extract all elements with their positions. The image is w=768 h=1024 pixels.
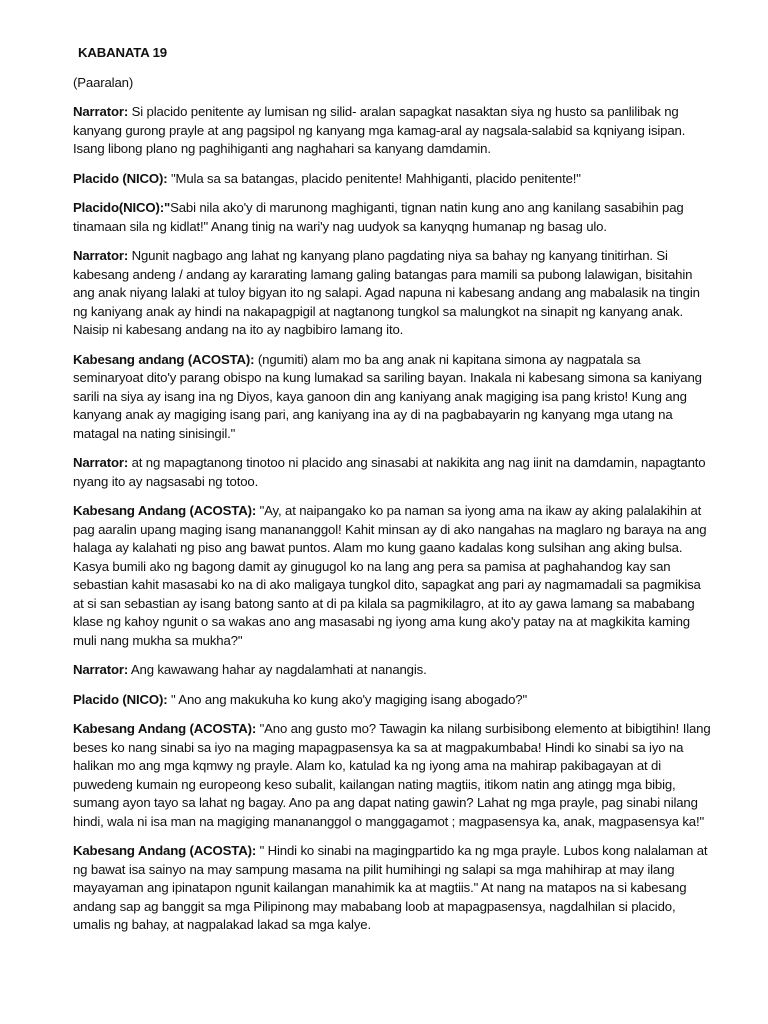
dialogue-text: at ng mapagtanong tinotoo ni placido ang sinasabi at nakikita ang nag iinit na damdamin, napagtanto nyang ito ay nagsasabi ng totoo. <box>73 455 706 489</box>
speaker-label: Kabesang Andang (ACOSTA): <box>73 721 257 736</box>
dialogue-text: (ngumiti) alam mo ba ang anak ni kapitana simona ay nagpatala sa seminaryoat dito'y parang obispo na kung lumakad sa sariling bayan. Inakala ni kabesang simona sa kaniyang sarili na siya ay isang ina ng Diyos, kaya ganoon din ang kaniyang anak magiging isa pang kristo! Kung ang kanyang anak ay magiging isang pari, ang kaniyang ina ay di na pagbabayarin ng kanyang mga utang na matagal na nating sinisingil." <box>73 351 702 441</box>
dialogue-text: "Mula sa sa batangas, placido penitente! Mahhiganti, placido penitente!" <box>167 170 581 186</box>
script-paragraph <box>73 103 713 159</box>
dialogue-text: "Ay, at naipangako ko pa naman sa iyong ama na ikaw ay aking palalakihin at pag aaralin upang maging isang manananggol! Kahit minsan ay di ako nangahas na maglaro ng baraya na ang halaga ay kalahati ng piso ang bawat puntos. Alam mo kung gaano kadalas kong sulsihan ang aking bulsa. Kasya bumili ako ng bagong damit ay ginugugol ko na lang ang pera sa pamisa at paghahandog kay san sebastian kahit masasabi ko na di ako maligaya tungkol dito, sapagkat ang pari ay nagmamadali sa pagmikisa at si san sebastian ay isang batong santo at di pa kilala sa pagmikilagro, at ito ay gawa lamang sa mababang klase ng kahoy ngunit o sa wakas ano ang masasabi ng iyong ama kung ako'y patay na at magkikita kaming muli nang mukha sa mukha?" <box>73 503 707 648</box>
speaker-label: Kabesang andang (ACOSTA): <box>73 351 255 367</box>
speaker-label: Kabesang Andang (ACOSTA): <box>73 503 257 518</box>
dialogue-text: "Ano ang gusto mo? Tawagin ka nilang surbisibong elemento at bibigtihin! Ilang beses ko nang sinabi sa iyo na maging mapagpasensya ka sa at magpakumbaba! Hindi ko sinabi sa iyo na halikan mo ang mga kqmwy ng prayle. Alam ko, katulad ka ng iyong ama na mahirap pakibagayan at di puwedeng kumain ng europeong keso subalit, kailangan nating magtiis, itikom natin ang atingg mga bibig, sumang ayon tayo sa lahat ng bagay. Ano pa ang dapat nating gawin? Lahat ng mga prayle, pag sinabi nilang hindi, wala ni isa man na magiging manananggol o manggagamot ; magpasensya ka, anak, magpasensya ka!" <box>73 721 711 829</box>
script-paragraph <box>73 691 713 710</box>
script-paragraph <box>73 661 713 680</box>
script-paragraph <box>73 502 713 650</box>
speaker-label: Placido(NICO):" <box>73 200 171 215</box>
speaker-label: Placido (NICO): <box>73 170 168 186</box>
speaker-label: Narrator: <box>73 455 129 470</box>
script-paragraph <box>73 170 713 189</box>
scene-heading: (Paaralan) <box>73 74 134 90</box>
dialogue-text: " Ano ang makukuha ko kung ako'y magiging isang abogado?" <box>167 691 527 707</box>
script-paragraph <box>73 199 713 236</box>
script-paragraph <box>73 842 713 935</box>
speaker-label: Narrator: <box>73 104 129 119</box>
dialogue-text: Si placido penitente ay lumisan ng silid- aralan sapagkat nasaktan siya ng husto sa panlilibak ng kanyang gurong prayle at ang pagsipol ng kanyang mga kamag-aral ay nagsala-salabid sa kqniyang isipan. Isang libong plano ng paghihiganti ang naghahari sa kanyang damdamin. <box>73 104 686 156</box>
script-paragraph <box>73 454 713 491</box>
dialogue-text: Ngunit nagbago ang lahat ng kanyang plano pagdating niya sa bahay ng kanyang tinitirhan. Si kabesang andeng / andang ay kararating lamang galing batangas para mamili sa pubong lalawigan, bisitahin ang anak niyang lalaki at tuloy bigyan ito ng salapi. Agad napuna ni kabesang andang ang mabalasik na tingin ng kaniyang anak ay hindi na nakapagpigil at nagtanong tungkol sa malungkot na sinapit ng kanyang anak. Naisip ni kabesang andang na ito ay nagbibiro lamang ito. <box>73 248 700 337</box>
dialogue-text: " Hindi ko sinabi na magingpartido ka ng mga prayle. Lubos kong nalalaman at ng bawat isa sainyo na may sampung masama na pilit humihingi ng salapi sa mga mahihirap at may ilang mayayaman ang ipinatapon ngunit kailangan manahimik ka at magtiis." At nang na matapos na si kabesang andang sap ag banggit sa mga Pilipinong may mababang loob at mapagpasensya, nagdalhilan si placido, umalis ng bahay, at nagpalakad lakad sa mga kalye. <box>73 843 708 932</box>
speaker-label: Placido (NICO): <box>73 691 168 707</box>
script-paragraph <box>73 247 713 340</box>
script-paragraph <box>73 351 713 444</box>
script-paragraph <box>73 720 713 831</box>
speaker-label: Narrator: <box>73 248 129 263</box>
dialogue-text: Sabi nila ako'y di marunong maghiganti, tignan natin kung ano ang kanilang sasabihin pag tinamaan sila ng kidlat!" Anang tinig na wari'y nag uudyok sa kanyqng humanap ng basag ulo. <box>73 200 684 234</box>
document-page <box>73 44 713 946</box>
dialogue-text: Ang kawawang hahar ay nagdalamhati at nanangis. <box>128 662 427 677</box>
chapter-title: KABANATA 19 <box>78 45 167 60</box>
speaker-label: Narrator: <box>73 662 129 677</box>
speaker-label: Kabesang Andang (ACOSTA): <box>73 843 257 858</box>
